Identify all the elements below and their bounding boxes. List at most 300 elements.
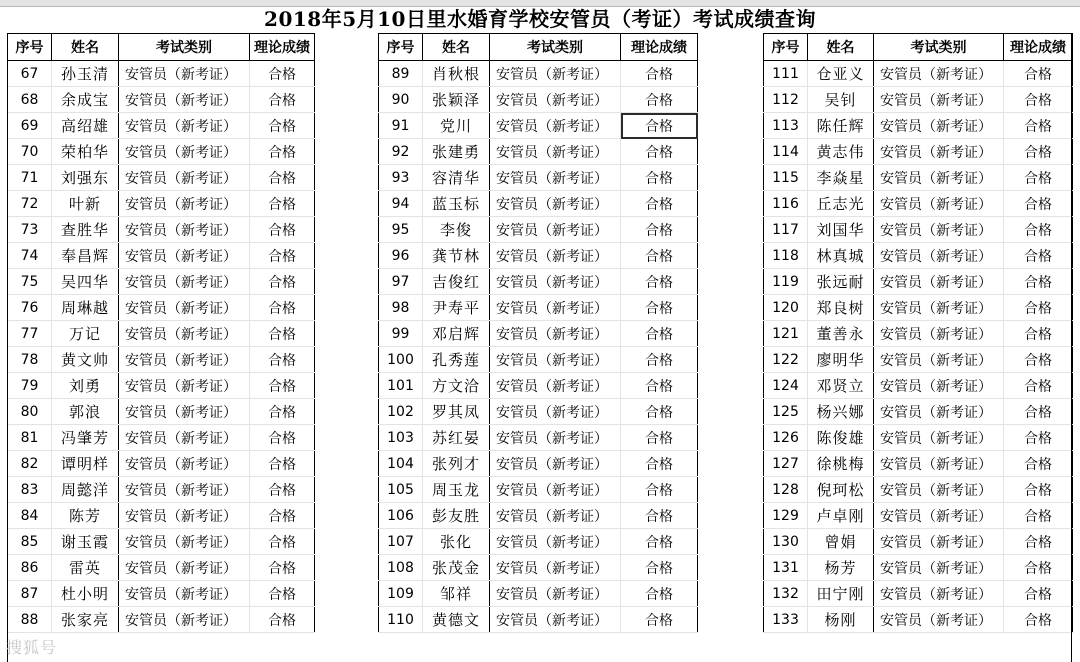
cell-exam-type[interactable]: 安管员（新考证） bbox=[490, 399, 621, 425]
cell-name[interactable]: 奉昌辉 bbox=[52, 243, 119, 269]
cell-number[interactable]: 86 bbox=[8, 555, 52, 581]
cell-exam-type[interactable]: 安管员（新考证） bbox=[490, 191, 621, 217]
cell-name[interactable]: 方文洽 bbox=[423, 373, 490, 399]
cell-exam-type[interactable]: 安管员（新考证） bbox=[490, 503, 621, 529]
cell-exam-type[interactable]: 安管员（新考证） bbox=[119, 607, 250, 633]
cell-exam-type[interactable]: 安管员（新考证） bbox=[119, 581, 250, 607]
cell-exam-type[interactable]: 安管员（新考证） bbox=[874, 477, 1004, 503]
cell-number[interactable]: 131 bbox=[764, 555, 808, 581]
cell-number[interactable]: 107 bbox=[379, 529, 423, 555]
cell-number[interactable]: 74 bbox=[8, 243, 52, 269]
cell-number[interactable]: 130 bbox=[764, 529, 808, 555]
cell-exam-type[interactable]: 安管员（新考证） bbox=[119, 139, 250, 165]
cell-exam-type[interactable]: 安管员（新考证） bbox=[119, 191, 250, 217]
cell-number[interactable]: 125 bbox=[764, 399, 808, 425]
cell-exam-type[interactable]: 安管员（新考证） bbox=[119, 477, 250, 503]
cell-number[interactable]: 84 bbox=[8, 503, 52, 529]
cell-name[interactable]: 谭明样 bbox=[52, 451, 119, 477]
cell-name[interactable]: 张颖泽 bbox=[423, 87, 490, 113]
cell-name[interactable]: 余成宝 bbox=[52, 87, 119, 113]
cell-number[interactable]: 111 bbox=[764, 61, 808, 87]
cell-name[interactable]: 孔秀莲 bbox=[423, 347, 490, 373]
cell-theory-score[interactable]: 合格 bbox=[250, 555, 315, 581]
cell-exam-type[interactable]: 安管员（新考证） bbox=[874, 87, 1004, 113]
cell-exam-type[interactable]: 安管员（新考证） bbox=[874, 113, 1004, 139]
cell-theory-score[interactable]: 合格 bbox=[621, 295, 698, 321]
cell-theory-score[interactable]: 合格 bbox=[621, 321, 698, 347]
cell-name[interactable]: 邓启辉 bbox=[423, 321, 490, 347]
cell-name[interactable]: 杨芳 bbox=[808, 555, 874, 581]
cell-theory-score[interactable]: 合格 bbox=[621, 217, 698, 243]
header-name[interactable]: 姓名 bbox=[52, 34, 119, 61]
table-row bbox=[764, 581, 1073, 607]
cell-number[interactable]: 81 bbox=[8, 425, 52, 451]
cell-number[interactable]: 98 bbox=[379, 295, 423, 321]
cell-number[interactable]: 127 bbox=[764, 451, 808, 477]
table-row bbox=[8, 321, 315, 347]
table-row bbox=[8, 243, 315, 269]
cell-name[interactable]: 容清华 bbox=[423, 165, 490, 191]
cell-exam-type[interactable]: 安管员（新考证） bbox=[490, 243, 621, 269]
cell-theory-score[interactable]: 合格 bbox=[250, 373, 315, 399]
cell-name[interactable]: 刘国华 bbox=[808, 217, 874, 243]
cell-theory-score[interactable]: 合格 bbox=[250, 295, 315, 321]
cell-name[interactable]: 田宁刚 bbox=[808, 581, 874, 607]
cell-exam-type[interactable]: 安管员（新考证） bbox=[490, 451, 621, 477]
cell-name[interactable]: 罗其凤 bbox=[423, 399, 490, 425]
cell-exam-type[interactable]: 安管员（新考证） bbox=[119, 555, 250, 581]
cell-theory-score[interactable]: 合格 bbox=[250, 269, 315, 295]
cell-number[interactable]: 129 bbox=[764, 503, 808, 529]
cell-theory-score[interactable]: 合格 bbox=[250, 581, 315, 607]
cell-exam-type[interactable]: 安管员（新考证） bbox=[874, 295, 1004, 321]
table-row bbox=[764, 399, 1073, 425]
cell-name[interactable]: 党川 bbox=[423, 113, 490, 139]
cell-number[interactable]: 97 bbox=[379, 269, 423, 295]
cell-theory-score[interactable]: 合格 bbox=[621, 477, 698, 503]
cell-name[interactable]: 董善永 bbox=[808, 321, 874, 347]
header-number[interactable]: 序号 bbox=[764, 34, 808, 61]
cell-name[interactable]: 周玉龙 bbox=[423, 477, 490, 503]
cell-theory-score[interactable]: 合格 bbox=[1004, 217, 1073, 243]
cell-name[interactable]: 刘勇 bbox=[52, 373, 119, 399]
table-row bbox=[764, 165, 1073, 191]
cell-exam-type[interactable]: 安管员（新考证） bbox=[490, 61, 621, 87]
cell-name[interactable]: 郭浪 bbox=[52, 399, 119, 425]
cell-exam-type[interactable]: 安管员（新考证） bbox=[490, 607, 621, 633]
cell-name[interactable]: 彭友胜 bbox=[423, 503, 490, 529]
cell-theory-score[interactable]: 合格 bbox=[250, 503, 315, 529]
cell-theory-score[interactable]: 合格 bbox=[621, 529, 698, 555]
cell-exam-type[interactable]: 安管员（新考证） bbox=[490, 165, 621, 191]
cell-name[interactable]: 刘强东 bbox=[52, 165, 119, 191]
table-border-right bbox=[1071, 33, 1072, 662]
cell-number[interactable]: 101 bbox=[379, 373, 423, 399]
cell-number[interactable]: 70 bbox=[8, 139, 52, 165]
cell-number[interactable]: 89 bbox=[379, 61, 423, 87]
cell-exam-type[interactable]: 安管员（新考证） bbox=[874, 165, 1004, 191]
cell-theory-score[interactable]: 合格 bbox=[621, 373, 698, 399]
cell-theory-score[interactable]: 合格 bbox=[621, 425, 698, 451]
cell-name[interactable]: 张建勇 bbox=[423, 139, 490, 165]
cell-theory-score[interactable]: 合格 bbox=[621, 243, 698, 269]
cell-number[interactable]: 91 bbox=[379, 113, 423, 139]
cell-name[interactable]: 郑良树 bbox=[808, 295, 874, 321]
cell-name[interactable]: 丘志光 bbox=[808, 191, 874, 217]
cell-number[interactable]: 96 bbox=[379, 243, 423, 269]
table-row bbox=[764, 243, 1073, 269]
cell-number[interactable]: 79 bbox=[8, 373, 52, 399]
cell-name[interactable]: 李俊 bbox=[423, 217, 490, 243]
cell-name[interactable]: 高绍雄 bbox=[52, 113, 119, 139]
cell-number[interactable]: 99 bbox=[379, 321, 423, 347]
cell-exam-type[interactable]: 安管员（新考证） bbox=[874, 399, 1004, 425]
cell-theory-score[interactable]: 合格 bbox=[1004, 425, 1073, 451]
cell-number[interactable]: 117 bbox=[764, 217, 808, 243]
cell-theory-score[interactable]: 合格 bbox=[1004, 607, 1073, 633]
cell-theory-score[interactable]: 合格 bbox=[250, 217, 315, 243]
cell-exam-type[interactable]: 安管员（新考证） bbox=[119, 61, 250, 87]
cell-name[interactable]: 冯肇芳 bbox=[52, 425, 119, 451]
cell-number[interactable]: 69 bbox=[8, 113, 52, 139]
header-exam-type[interactable]: 考试类别 bbox=[490, 34, 621, 61]
cell-exam-type[interactable]: 安管员（新考证） bbox=[119, 295, 250, 321]
cell-theory-score[interactable]: 合格 bbox=[250, 243, 315, 269]
cell-name[interactable]: 张化 bbox=[423, 529, 490, 555]
cell-theory-score[interactable]: 合格 bbox=[1004, 581, 1073, 607]
cell-number[interactable]: 100 bbox=[379, 347, 423, 373]
cell-theory-score[interactable]: 合格 bbox=[250, 87, 315, 113]
table-row bbox=[8, 191, 315, 217]
cell-number[interactable]: 122 bbox=[764, 347, 808, 373]
cell-name[interactable]: 吴钊 bbox=[808, 87, 874, 113]
cell-theory-score[interactable]: 合格 bbox=[621, 607, 698, 633]
cell-exam-type[interactable]: 安管员（新考证） bbox=[874, 607, 1004, 633]
cell-number[interactable]: 112 bbox=[764, 87, 808, 113]
cell-name[interactable]: 林真城 bbox=[808, 243, 874, 269]
cell-number[interactable]: 72 bbox=[8, 191, 52, 217]
cell-name[interactable]: 万记 bbox=[52, 321, 119, 347]
cell-name[interactable]: 张家亮 bbox=[52, 607, 119, 633]
cell-number[interactable]: 77 bbox=[8, 321, 52, 347]
cell-name[interactable]: 陈芳 bbox=[52, 503, 119, 529]
table-row bbox=[379, 243, 698, 269]
cell-exam-type[interactable]: 安管员（新考证） bbox=[119, 425, 250, 451]
cell-theory-score[interactable]: 合格 bbox=[1004, 477, 1073, 503]
cell-theory-score[interactable]: 合格 bbox=[1004, 295, 1073, 321]
cell-theory-score[interactable]: 合格 bbox=[621, 113, 698, 139]
table-row bbox=[764, 451, 1073, 477]
cell-number[interactable]: 85 bbox=[8, 529, 52, 555]
cell-exam-type[interactable]: 安管员（新考证） bbox=[490, 269, 621, 295]
cell-number[interactable]: 80 bbox=[8, 399, 52, 425]
cell-name[interactable]: 黄志伟 bbox=[808, 139, 874, 165]
cell-exam-type[interactable]: 安管员（新考证） bbox=[490, 555, 621, 581]
cell-name[interactable]: 叶新 bbox=[52, 191, 119, 217]
cell-theory-score[interactable]: 合格 bbox=[621, 503, 698, 529]
cell-number[interactable]: 110 bbox=[379, 607, 423, 633]
cell-theory-score[interactable]: 合格 bbox=[250, 191, 315, 217]
cell-exam-type[interactable]: 安管员（新考证） bbox=[490, 477, 621, 503]
cell-theory-score[interactable]: 合格 bbox=[1004, 347, 1073, 373]
cell-exam-type[interactable]: 安管员（新考证） bbox=[874, 347, 1004, 373]
cell-name[interactable]: 肖秋根 bbox=[423, 61, 490, 87]
cell-name[interactable]: 谢玉霞 bbox=[52, 529, 119, 555]
cell-theory-score[interactable]: 合格 bbox=[621, 165, 698, 191]
cell-exam-type[interactable]: 安管员（新考证） bbox=[119, 321, 250, 347]
cell-exam-type[interactable]: 安管员（新考证） bbox=[119, 503, 250, 529]
cell-theory-score[interactable]: 合格 bbox=[1004, 503, 1073, 529]
cell-number[interactable]: 105 bbox=[379, 477, 423, 503]
cell-exam-type[interactable]: 安管员（新考证） bbox=[490, 347, 621, 373]
table-row bbox=[379, 425, 698, 451]
cell-exam-type[interactable]: 安管员（新考证） bbox=[490, 217, 621, 243]
cell-number[interactable]: 87 bbox=[8, 581, 52, 607]
table-row bbox=[8, 217, 315, 243]
cell-theory-score[interactable]: 合格 bbox=[250, 451, 315, 477]
cell-theory-score[interactable]: 合格 bbox=[250, 607, 315, 633]
cell-name[interactable]: 杜小明 bbox=[52, 581, 119, 607]
header-exam-type[interactable]: 考试类别 bbox=[874, 34, 1004, 61]
cell-exam-type[interactable]: 安管员（新考证） bbox=[874, 503, 1004, 529]
header-theory-score[interactable]: 理论成绩 bbox=[250, 34, 315, 61]
cell-exam-type[interactable]: 安管员（新考证） bbox=[874, 555, 1004, 581]
cell-name[interactable]: 李焱星 bbox=[808, 165, 874, 191]
cell-name[interactable]: 黄德文 bbox=[423, 607, 490, 633]
cell-theory-score[interactable]: 合格 bbox=[1004, 529, 1073, 555]
cell-number[interactable]: 92 bbox=[379, 139, 423, 165]
cell-number[interactable]: 108 bbox=[379, 555, 423, 581]
cell-name[interactable]: 荣柏华 bbox=[52, 139, 119, 165]
header-number[interactable]: 序号 bbox=[8, 34, 52, 61]
cell-theory-score[interactable]: 合格 bbox=[1004, 555, 1073, 581]
cell-name[interactable]: 查胜华 bbox=[52, 217, 119, 243]
cell-number[interactable]: 118 bbox=[764, 243, 808, 269]
cell-name[interactable]: 徐桃梅 bbox=[808, 451, 874, 477]
cell-name[interactable]: 陈任辉 bbox=[808, 113, 874, 139]
cell-theory-score[interactable]: 合格 bbox=[1004, 139, 1073, 165]
cell-exam-type[interactable]: 安管员（新考证） bbox=[119, 373, 250, 399]
cell-theory-score[interactable]: 合格 bbox=[1004, 269, 1073, 295]
cell-number[interactable]: 133 bbox=[764, 607, 808, 633]
cell-name[interactable]: 倪珂松 bbox=[808, 477, 874, 503]
cell-exam-type[interactable]: 安管员（新考证） bbox=[874, 425, 1004, 451]
header-exam-type[interactable]: 考试类别 bbox=[119, 34, 250, 61]
cell-number[interactable]: 90 bbox=[379, 87, 423, 113]
cell-exam-type[interactable]: 安管员（新考证） bbox=[490, 321, 621, 347]
cell-number[interactable]: 68 bbox=[8, 87, 52, 113]
cell-theory-score[interactable]: 合格 bbox=[250, 321, 315, 347]
table-row bbox=[8, 399, 315, 425]
results-table-left bbox=[7, 33, 315, 633]
cell-theory-score[interactable]: 合格 bbox=[621, 191, 698, 217]
cell-number[interactable]: 121 bbox=[764, 321, 808, 347]
cell-theory-score[interactable]: 合格 bbox=[250, 165, 315, 191]
cell-name[interactable]: 曾娟 bbox=[808, 529, 874, 555]
table-row bbox=[764, 373, 1073, 399]
cell-exam-type[interactable]: 安管员（新考证） bbox=[119, 529, 250, 555]
cell-exam-type[interactable]: 安管员（新考证） bbox=[874, 581, 1004, 607]
cell-exam-type[interactable]: 安管员（新考证） bbox=[490, 373, 621, 399]
cell-number[interactable]: 67 bbox=[8, 61, 52, 87]
table-row bbox=[379, 607, 698, 633]
cell-theory-score[interactable]: 合格 bbox=[1004, 451, 1073, 477]
cell-theory-score[interactable]: 合格 bbox=[1004, 87, 1073, 113]
cell-theory-score[interactable]: 合格 bbox=[621, 87, 698, 113]
cell-name[interactable]: 苏红晏 bbox=[423, 425, 490, 451]
cell-theory-score[interactable]: 合格 bbox=[250, 529, 315, 555]
cell-name[interactable]: 廖明华 bbox=[808, 347, 874, 373]
cell-name[interactable]: 周琳越 bbox=[52, 295, 119, 321]
cell-name[interactable]: 邹祥 bbox=[423, 581, 490, 607]
cell-theory-score[interactable]: 合格 bbox=[621, 399, 698, 425]
cell-theory-score[interactable]: 合格 bbox=[621, 451, 698, 477]
cell-exam-type[interactable]: 安管员（新考证） bbox=[490, 425, 621, 451]
cell-theory-score[interactable]: 合格 bbox=[1004, 191, 1073, 217]
cell-exam-type[interactable]: 安管员（新考证） bbox=[119, 243, 250, 269]
cell-number[interactable]: 82 bbox=[8, 451, 52, 477]
cell-theory-score[interactable]: 合格 bbox=[621, 139, 698, 165]
cell-exam-type[interactable]: 安管员（新考证） bbox=[119, 113, 250, 139]
cell-theory-score[interactable]: 合格 bbox=[250, 113, 315, 139]
cell-theory-score[interactable]: 合格 bbox=[250, 425, 315, 451]
cell-exam-type[interactable]: 安管员（新考证） bbox=[119, 399, 250, 425]
table-border-left bbox=[7, 33, 8, 662]
cell-number[interactable]: 106 bbox=[379, 503, 423, 529]
cell-exam-type[interactable]: 安管员（新考证） bbox=[119, 87, 250, 113]
cell-number[interactable]: 102 bbox=[379, 399, 423, 425]
cell-name[interactable]: 吴四华 bbox=[52, 269, 119, 295]
cell-number[interactable]: 115 bbox=[764, 165, 808, 191]
cell-theory-score[interactable]: 合格 bbox=[1004, 243, 1073, 269]
cell-name[interactable]: 杨刚 bbox=[808, 607, 874, 633]
cell-number[interactable]: 104 bbox=[379, 451, 423, 477]
cell-name[interactable]: 吉俊红 bbox=[423, 269, 490, 295]
cell-theory-score[interactable]: 合格 bbox=[621, 581, 698, 607]
cell-number[interactable]: 124 bbox=[764, 373, 808, 399]
cell-theory-score[interactable]: 合格 bbox=[250, 347, 315, 373]
cell-theory-score[interactable]: 合格 bbox=[1004, 321, 1073, 347]
header-name[interactable]: 姓名 bbox=[808, 34, 874, 61]
cell-theory-score[interactable]: 合格 bbox=[1004, 165, 1073, 191]
cell-exam-type[interactable]: 安管员（新考证） bbox=[119, 269, 250, 295]
cell-name[interactable]: 仓亚义 bbox=[808, 61, 874, 87]
cell-name[interactable]: 龚节林 bbox=[423, 243, 490, 269]
cell-name[interactable]: 张茂金 bbox=[423, 555, 490, 581]
cell-name[interactable]: 尹寿平 bbox=[423, 295, 490, 321]
cell-number[interactable]: 75 bbox=[8, 269, 52, 295]
cell-number[interactable]: 114 bbox=[764, 139, 808, 165]
cell-exam-type[interactable]: 安管员（新考证） bbox=[490, 295, 621, 321]
cell-name[interactable]: 蓝玉标 bbox=[423, 191, 490, 217]
cell-exam-type[interactable]: 安管员（新考证） bbox=[119, 451, 250, 477]
header-theory-score[interactable]: 理论成绩 bbox=[621, 34, 698, 61]
cell-number[interactable]: 116 bbox=[764, 191, 808, 217]
cell-exam-type[interactable]: 安管员（新考证） bbox=[490, 529, 621, 555]
cell-exam-type[interactable]: 安管员（新考证） bbox=[119, 347, 250, 373]
cell-number[interactable]: 83 bbox=[8, 477, 52, 503]
cell-name[interactable]: 邓贤立 bbox=[808, 373, 874, 399]
table-row bbox=[379, 503, 698, 529]
cell-theory-score[interactable]: 合格 bbox=[1004, 113, 1073, 139]
cell-theory-score[interactable]: 合格 bbox=[621, 269, 698, 295]
cell-number[interactable]: 119 bbox=[764, 269, 808, 295]
cell-exam-type[interactable]: 安管员（新考证） bbox=[490, 139, 621, 165]
cell-name[interactable]: 卢卓刚 bbox=[808, 503, 874, 529]
table-row bbox=[8, 113, 315, 139]
header-number[interactable]: 序号 bbox=[379, 34, 423, 61]
cell-number[interactable]: 78 bbox=[8, 347, 52, 373]
cell-exam-type[interactable]: 安管员（新考证） bbox=[874, 321, 1004, 347]
cell-number[interactable]: 88 bbox=[8, 607, 52, 633]
header-theory-score[interactable]: 理论成绩 bbox=[1004, 34, 1073, 61]
cell-theory-score[interactable]: 合格 bbox=[621, 61, 698, 87]
header-name[interactable]: 姓名 bbox=[423, 34, 490, 61]
cell-exam-type[interactable]: 安管员（新考证） bbox=[874, 269, 1004, 295]
cell-exam-type[interactable]: 安管员（新考证） bbox=[119, 165, 250, 191]
cell-exam-type[interactable]: 安管员（新考证） bbox=[490, 581, 621, 607]
cell-theory-score[interactable]: 合格 bbox=[250, 399, 315, 425]
cell-exam-type[interactable]: 安管员（新考证） bbox=[874, 217, 1004, 243]
cell-number[interactable]: 128 bbox=[764, 477, 808, 503]
cell-name[interactable]: 张远耐 bbox=[808, 269, 874, 295]
cell-exam-type[interactable]: 安管员（新考证） bbox=[119, 217, 250, 243]
table-row bbox=[764, 61, 1073, 87]
cell-exam-type[interactable]: 安管员（新考证） bbox=[874, 373, 1004, 399]
cell-theory-score[interactable]: 合格 bbox=[250, 61, 315, 87]
cell-exam-type[interactable]: 安管员（新考证） bbox=[874, 191, 1004, 217]
cell-name[interactable]: 张列才 bbox=[423, 451, 490, 477]
cell-exam-type[interactable]: 安管员（新考证） bbox=[490, 87, 621, 113]
cell-exam-type[interactable]: 安管员（新考证） bbox=[874, 529, 1004, 555]
cell-number[interactable]: 73 bbox=[8, 217, 52, 243]
cell-number[interactable]: 126 bbox=[764, 425, 808, 451]
cell-number[interactable]: 120 bbox=[764, 295, 808, 321]
cell-name[interactable]: 杨兴娜 bbox=[808, 399, 874, 425]
cell-exam-type[interactable]: 安管员（新考证） bbox=[874, 243, 1004, 269]
table-row bbox=[379, 61, 698, 87]
cell-number[interactable]: 113 bbox=[764, 113, 808, 139]
cell-number[interactable]: 132 bbox=[764, 581, 808, 607]
cell-number[interactable]: 109 bbox=[379, 581, 423, 607]
cell-theory-score[interactable]: 合格 bbox=[1004, 61, 1073, 87]
cell-number[interactable]: 93 bbox=[379, 165, 423, 191]
cell-number[interactable]: 95 bbox=[379, 217, 423, 243]
table-row bbox=[379, 451, 698, 477]
cell-name[interactable]: 孙玉清 bbox=[52, 61, 119, 87]
cell-number[interactable]: 71 bbox=[8, 165, 52, 191]
cell-exam-type[interactable]: 安管员（新考证） bbox=[874, 451, 1004, 477]
cell-number[interactable]: 76 bbox=[8, 295, 52, 321]
cell-exam-type[interactable]: 安管员（新考证） bbox=[874, 61, 1004, 87]
cell-name[interactable]: 雷英 bbox=[52, 555, 119, 581]
cell-theory-score[interactable]: 合格 bbox=[621, 347, 698, 373]
cell-exam-type[interactable]: 安管员（新考证） bbox=[874, 139, 1004, 165]
cell-number[interactable]: 94 bbox=[379, 191, 423, 217]
cell-theory-score[interactable]: 合格 bbox=[250, 477, 315, 503]
cell-name[interactable]: 周懿洋 bbox=[52, 477, 119, 503]
table-row bbox=[379, 373, 698, 399]
cell-theory-score[interactable]: 合格 bbox=[1004, 399, 1073, 425]
table-row bbox=[764, 295, 1073, 321]
cell-number[interactable]: 103 bbox=[379, 425, 423, 451]
cell-theory-score[interactable]: 合格 bbox=[1004, 373, 1073, 399]
cell-theory-score[interactable]: 合格 bbox=[621, 555, 698, 581]
cell-name[interactable]: 黄文帅 bbox=[52, 347, 119, 373]
cell-exam-type[interactable]: 安管员（新考证） bbox=[490, 113, 621, 139]
cell-name[interactable]: 陈俊雄 bbox=[808, 425, 874, 451]
cell-theory-score[interactable]: 合格 bbox=[250, 139, 315, 165]
